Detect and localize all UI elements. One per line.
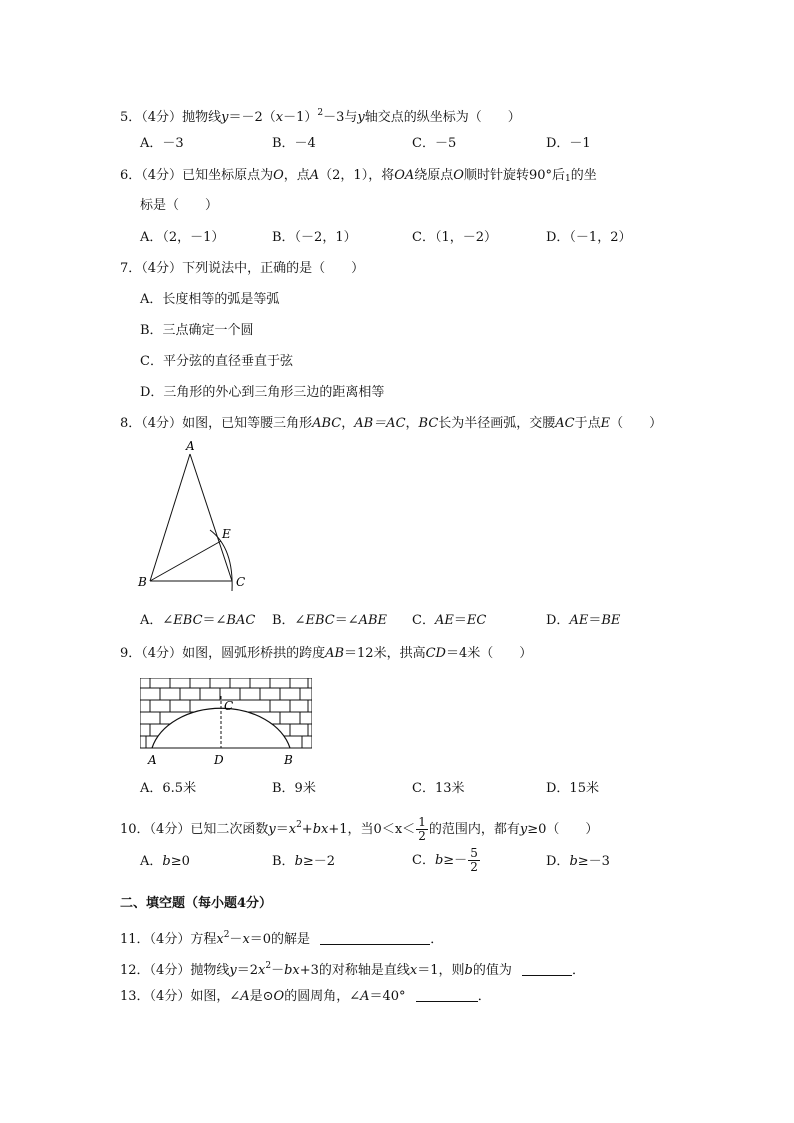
q6-option-a: A．（2，－1） [140, 230, 225, 245]
q9-option-b: B．9米 [272, 781, 316, 796]
q11-stem: 11．（4分）方程$x^2-x=0$的解是 ． [120, 930, 444, 947]
q8-option-c: C．AE＝EC [412, 613, 487, 628]
q11-answer-blank[interactable] [320, 932, 430, 945]
q12-answer-blank[interactable] [522, 963, 572, 976]
q9-bridge-figure [136, 674, 316, 774]
q9-label-d: D [214, 753, 224, 767]
q6-option-d: D．（－1，2） [546, 230, 632, 245]
q10-option-b: B．b≥－2 [272, 854, 336, 869]
q9-label-b: B [284, 753, 293, 767]
q5-option-d: D．－1 [546, 136, 591, 151]
q8-option-b: B．∠EBC＝∠ABE [272, 613, 388, 628]
q5-option-a: A．－3 [140, 136, 184, 151]
q8-triangle-figure [130, 436, 260, 596]
q12-stem: 12．（4分）抛物线$y=2x^2-bx+3$的对称轴是直线x＝1，则b的值为 ． [120, 961, 586, 978]
q7-option-a: A．长度相等的弧是等弧 [140, 292, 280, 307]
q8-label-b: B [138, 575, 147, 589]
q9-label-c: C [224, 699, 234, 713]
q9-option-c: C．13米 [412, 781, 465, 796]
q6-stem: 6．（4分）已知坐标原点为O，点A（2，1），将OA绕原点O顺时针旋转90°后$_1$的坐 [120, 168, 597, 184]
q6-stem-line2: 标是（ ） [140, 198, 219, 213]
q7-option-b: B．三点确定一个圆 [140, 323, 254, 338]
q8-option-d: D．AE＝BE [546, 613, 621, 628]
q9-brick-wall [140, 678, 312, 748]
q9-option-a: A．6.5米 [140, 781, 197, 796]
q8-label-a: A [186, 439, 195, 453]
q8-side-ac [190, 454, 232, 581]
q5-stem: 5．（4分）抛物线$y=-2(x-1)^2-3$与y轴交点的纵坐标为（ ） [120, 108, 521, 125]
q9-stem: 9．（4分）如图，圆弧形桥拱的跨度AB＝12米，拱高CD＝4米（ ） [120, 646, 533, 661]
q7-option-d: D．三角形的外心到三角形三边的距离相等 [140, 385, 385, 400]
q10-option-a: A．b≥0 [140, 854, 190, 869]
q10-stem: 10．（4分）已知二次函数$y=x^2+bx+1$，当0＜x＜ $\frac{1}{2}$ 的范围内，都有y≥0（ ） [120, 815, 599, 843]
q9-option-d: D．15米 [546, 781, 599, 796]
q10-option-d: D．b≥－3 [546, 854, 610, 869]
q5-option-c: C．－5 [412, 136, 457, 151]
q8-label-c: C [236, 575, 246, 589]
q6-option-b: B．（－2，1） [272, 230, 357, 245]
section2-heading: 二、填空题（每小题4分） [120, 896, 273, 911]
q13-answer-blank[interactable] [416, 989, 478, 1002]
q7-option-c: C．平分弦的直径垂直于弦 [140, 354, 293, 369]
q6-option-c: C．（1，－2） [412, 230, 497, 245]
q13-stem: 13．（4分）如图，∠A是⊙O的圆周角，∠A＝40° ． [120, 989, 491, 1004]
q10-fraction: $\frac{1}{2}$ [418, 815, 426, 843]
q8-label-e: E [222, 527, 231, 541]
q5-option-b: B．－4 [272, 136, 316, 151]
q10-option-c: C．b≥－ $\frac{5}{2}$ [412, 846, 478, 874]
q8-stem: 8．（4分）如图，已知等腰三角形ABC，AB＝AC，BC长为半径画弧，交腰AC于点E（ ） [120, 416, 663, 431]
q10-option-c-fraction: $\frac{5}{2}$ [470, 846, 478, 874]
q9-label-a: A [148, 753, 157, 767]
q8-option-a: A．∠EBC＝∠BAC [140, 613, 256, 628]
q7-stem: 7．（4分）下列说法中，正确的是（ ） [120, 261, 365, 276]
